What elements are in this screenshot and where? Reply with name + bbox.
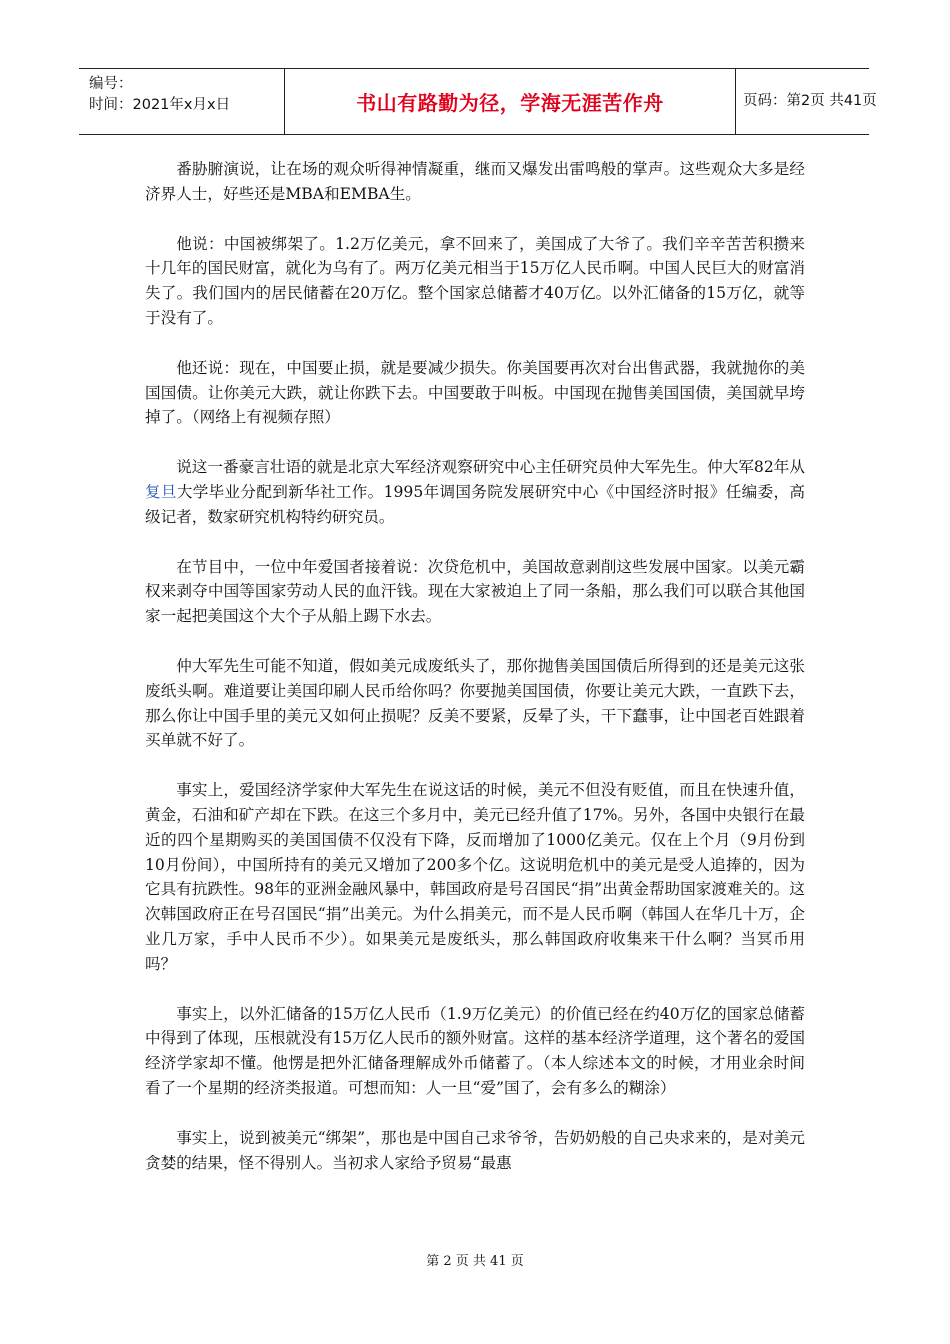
paragraph: 事实上，以外汇储备的15万亿人民币（1.9万亿美元）的价值已经在约40万亿的国家总储蓄中得到了体现，压根就没有15万亿人民币的额外财富。这样的基本经济学道理，这个著名的爱国经济学家却不懂。他愣是把外汇储备理解成外币储蓄了。（本人综述本文的时候，才用业余时间看了一个星期的经济类报道。可想而知：人一旦“爱”国了，会有多么的糊涂） [145, 1004, 805, 1097]
paragraph: 仲大军先生可能不知道，假如美元成废纸头了，那你抛售美国国债后所得到的还是美元这张废纸头啊。难道要让美国印刷人民币给你吗？你要抛美国国债，你要让美元大跌，一直跌下去，那么你让中国手里的美元又如何止损呢？反美不要紧，反晕了头，干下蠢事，让中国老百姓跟着买单就不好了。 [145, 656, 805, 750]
header-motto-cell [284, 69, 736, 134]
header-meta [79, 69, 284, 134]
doc-number-label: 编号： [89, 76, 133, 92]
page-footer: 第 2 页 共 41 页 [426, 1254, 524, 1269]
article-body [145, 157, 805, 1200]
motto: 书山有路勤为径，学海无涯苦作舟 [356, 91, 664, 115]
page-header [79, 68, 877, 135]
time-label: 时间：2021年x月x日 [89, 97, 231, 113]
paragraph: 事实上，爱国经济学家仲大军先生在说这话的时候，美元不但没有贬值，而且在快速升值，黄金，石油和矿产却在下跌。在这三个多月中，美元已经升值了17%。另外，各国中央银行在最近的四个星期购买的美国国债不仅没有下降，反而增加了1000亿美元。仅在上个月（9月份到10月份间），中国所持有的美元又增加了200多个亿。这说明危机中的美元是受人追捧的，因为它具有抗跌性。98年的亚洲金融风暴中，韩国政府是号召国民“捐”出黄金帮助国家渡难关的。这次韩国政府正在号召国民“捐”出美元。为什么捐美元，而不是人民币啊（韩国人在华几十万，企业几万家，手中人民币不少）。如果美元是废纸头，那么韩国政府收集来干什么啊？当冥币用吗？ [145, 781, 805, 973]
paragraph-text: 说这一番豪言壮语的就是北京大军经济观察研究中心主任研究员仲大军先生。仲大军82年从 [176, 458, 805, 477]
paragraph: 在节目中，一位中年爱国者接着说：次贷危机中，美国故意剥削这些发展中国家。以美元霸权来剥夺中国等国家劳动人民的血汗钱。现在大家被迫上了同一条船，那么我们可以联合其他国家一起把美国这个大个子从船上踢下水去。 [145, 557, 805, 626]
page-info: 页码：第2页 共41页 [743, 93, 877, 109]
paragraph: 事实上，说到被美元“绑架”，那也是中国自己求爷爷，告奶奶般的自己央求来的，是对美元贪婪的结果，怪不得别人。当初求人家给予贸易“最惠 [145, 1128, 805, 1172]
paragraph: 他说：中国被绑架了。1.2万亿美元，拿不回来了，美国成了大爷了。我们辛辛苦苦积攒来十几年的国民财富，就化为乌有了。两万亿美元相当于15万亿人民币啊。中国人民巨大的财富消失了。我们国内的居民储蓄在20万亿。整个国家总储蓄才40万亿。以外汇储备的15万亿，就等于没有了。 [145, 234, 805, 327]
paragraph [145, 455, 805, 529]
paragraph: 他还说：现在，中国要止损，就是要减少损失。你美国要再次对台出售武器，我就抛你的美国国债。让你美元大跌，就让你跌下去。中国要敢于叫板。中国现在抛售美国国债，美国就早垮掉了。（网络上有视频存照） [145, 358, 805, 427]
paragraph-text: 大学毕业分配到新华社工作。1995年调国务院发展研究中心《中国经济时报》任编委，高级记者，数家研究机构特约研究员。 [145, 482, 805, 526]
fudan-link[interactable]: 复旦 [145, 482, 177, 501]
paragraph: 番胁腑演说，让在场的观众听得神情凝重，继而又爆发出雷鸣般的掌声。这些观众大多是经济界人士，好些还是MBA和EMBA生。 [145, 160, 805, 203]
header-page-cell [734, 69, 877, 134]
